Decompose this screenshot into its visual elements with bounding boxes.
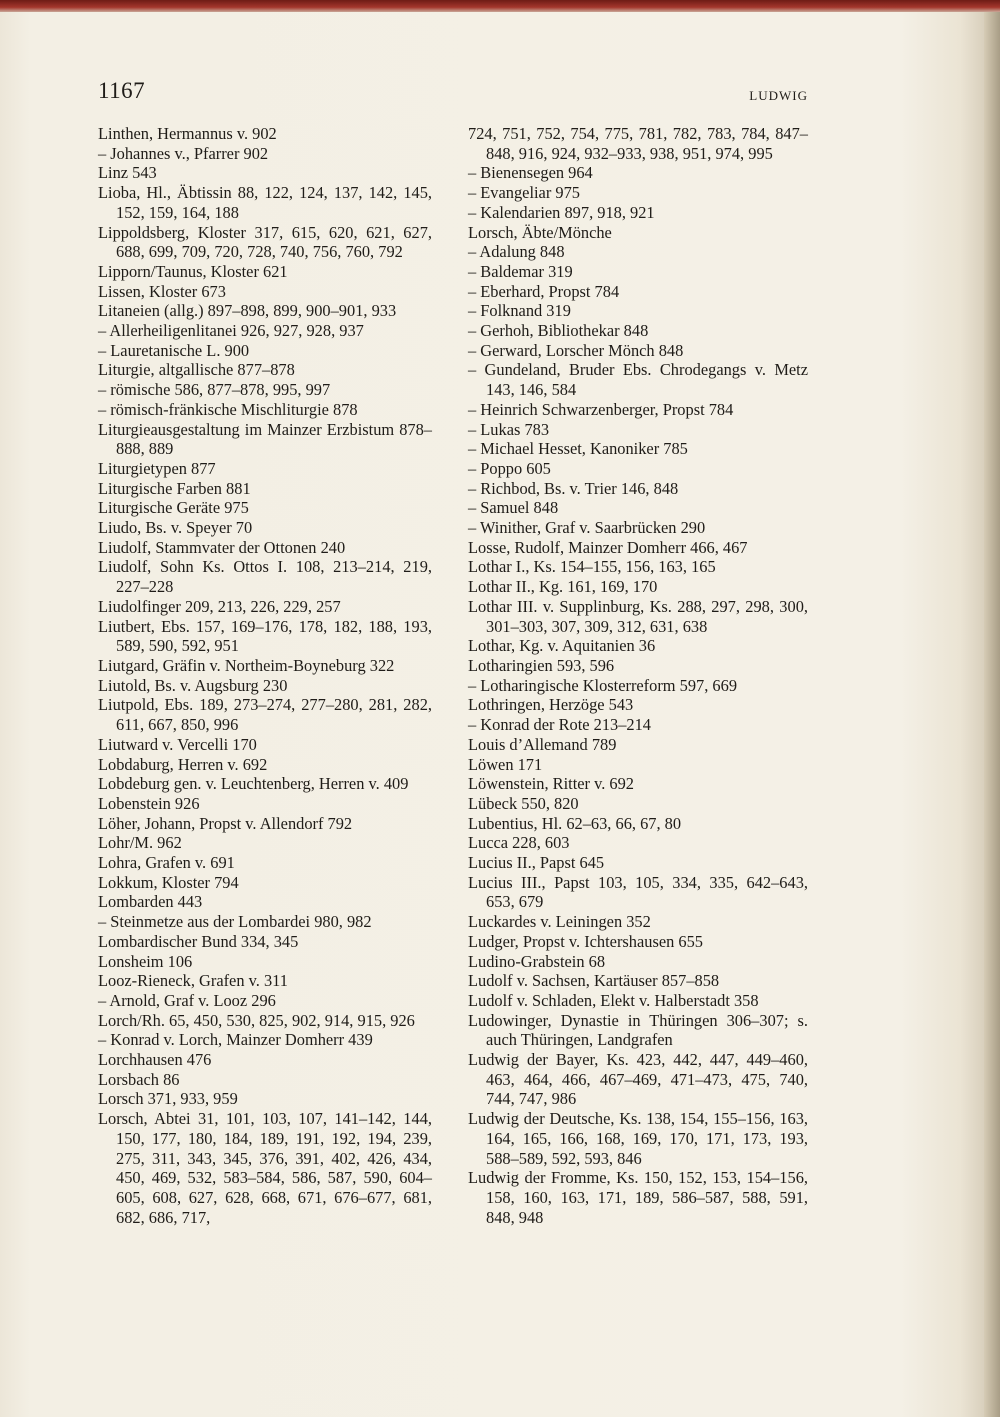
index-entry: Liudolf, Sohn Ks. Ottos I. 108, 213–214, 219, 227–228 [98, 557, 432, 597]
index-entry: Louis d’Allemand 789 [468, 734, 617, 754]
index-entry: Linz 543 [98, 163, 157, 183]
index-entry: Lothar I., Ks. 154–155, 156, 163, 165 [468, 557, 716, 577]
index-column-left [98, 124, 432, 1227]
index-entry: Liutold, Bs. v. Augsburg 230 [98, 675, 288, 695]
index-entry: Liturgieausgestaltung im Mainzer Erzbistum 878–888, 889 [98, 419, 432, 459]
index-entry: – Konrad v. Lorch, Mainzer Domherr 439 [98, 1030, 373, 1050]
index-entry: Lorsch 371, 933, 959 [98, 1089, 238, 1109]
index-entry: – Gundeland, Bruder Ebs. Chrodegangs v. Metz 143, 146, 584 [468, 360, 808, 400]
index-entry: Lorsbach 86 [98, 1069, 180, 1089]
index-entry: Lorsch, Äbte/Mönche [468, 222, 612, 242]
index-entry: Lorchhausen 476 [98, 1050, 212, 1070]
index-entry: Lothar II., Kg. 161, 169, 170 [468, 577, 658, 597]
index-entry: – Samuel 848 [468, 498, 559, 518]
index-entry: Liutpold, Ebs. 189, 273–274, 277–280, 281, 282, 611, 667, 850, 996 [98, 695, 432, 735]
index-column-right [468, 124, 808, 1227]
index-entry: Löwen 171 [468, 754, 543, 774]
page-edge [984, 12, 1000, 1417]
index-entry: 724, 751, 752, 754, 775, 781, 782, 783, 784, 847–848, 916, 924, 932–933, 938, 951, 974, 995 [468, 124, 808, 163]
index-entry: Lombarden 443 [98, 892, 203, 912]
index-entry: Liturgie, altgallische 877–878 [98, 360, 295, 380]
index-entry: Lioba, Hl., Äbtissin 88, 122, 124, 137, 142, 145, 152, 159, 164, 188 [98, 183, 432, 222]
index-entry: – Winither, Graf v. Saarbrücken 290 [468, 518, 706, 538]
index-entry: – Folknand 319 [468, 301, 571, 321]
index-entry: Lippoldsberg, Kloster 317, 615, 620, 621, 627, 688, 699, 709, 720, 728, 740, 756, 760, 792 [98, 222, 432, 262]
index-entry: Ludwig der Fromme, Ks. 150, 152, 153, 154–156, 158, 160, 163, 171, 189, 586–587, 588, 591, 848, 948 [468, 1168, 808, 1227]
index-entry: – römische 586, 877–878, 995, 997 [98, 380, 331, 400]
index-entry: Ludolf v. Schladen, Elekt v. Halberstadt 358 [468, 990, 759, 1010]
index-entry: Litaneien (allg.) 897–898, 899, 900–901, 933 [98, 301, 397, 321]
index-entry: Liudolfinger 209, 213, 226, 229, 257 [98, 596, 341, 616]
index-entry: Liutward v. Vercelli 170 [98, 734, 257, 754]
index-entry: Lucius II., Papst 645 [468, 853, 605, 873]
index-entry: Lobdaburg, Herren v. 692 [98, 754, 268, 774]
index-entry: Lissen, Kloster 673 [98, 281, 226, 301]
index-entry: – Arnold, Graf v. Looz 296 [98, 990, 276, 1010]
index-entry: – Baldemar 319 [468, 261, 573, 281]
index-entry: Lucius III., Papst 103, 105, 334, 335, 642–643, 653, 679 [468, 872, 808, 912]
index-entry: – Lukas 783 [468, 419, 550, 439]
index-entry: Ludwig der Deutsche, Ks. 138, 154, 155–156, 163, 164, 165, 166, 168, 169, 170, 171, 173, 193, 588–589, 592, 593, 846 [468, 1109, 808, 1168]
index-entry: – Johannes v., Pfarrer 902 [98, 143, 269, 163]
index-entry: Liudolf, Stammvater der Ottonen 240 [98, 537, 346, 557]
index-entry: – Lauretanische L. 900 [98, 340, 250, 360]
index-entry: Lohra, Grafen v. 691 [98, 853, 235, 873]
index-entry: Ludino-Grabstein 68 [468, 951, 606, 971]
index-entry: Ludowinger, Dynastie in Thüringen 306–307; s. auch Thüringen, Landgrafen [468, 1010, 808, 1050]
running-head: LUDWIG [749, 88, 808, 103]
index-entry: – Steinmetze aus der Lombardei 980, 982 [98, 912, 372, 932]
index-entry: Luckardes v. Leiningen 352 [468, 912, 651, 932]
index-entry: Lohr/M. 962 [98, 833, 182, 853]
index-entry: Lonsheim 106 [98, 951, 193, 971]
index-entry: Lubentius, Hl. 62–63, 66, 67, 80 [468, 813, 682, 833]
index-entry: Lothar III. v. Supplinburg, Ks. 288, 297, 298, 300, 301–303, 307, 309, 312, 631, 638 [468, 596, 808, 636]
index-entry: Liturgische Geräte 975 [98, 498, 249, 518]
index-entry: Liudo, Bs. v. Speyer 70 [98, 518, 253, 538]
index-entry: – Gerward, Lorscher Mönch 848 [468, 340, 684, 360]
index-entry: – Evangeliar 975 [468, 183, 580, 203]
index-entry: Liturgische Farben 881 [98, 478, 251, 498]
index-entry: – Richbod, Bs. v. Trier 146, 848 [468, 478, 679, 498]
index-entry: Liutgard, Gräfin v. Northeim-Boyneburg 322 [98, 655, 395, 675]
index-entry: Lokkum, Kloster 794 [98, 872, 239, 892]
index-entry: – römisch-fränkische Mischliturgie 878 [98, 399, 358, 419]
index-entry: Lorsch, Abtei 31, 101, 103, 107, 141–142, 144, 150, 177, 180, 184, 189, 191, 192, 194, 239, 275, 311, 343, 345, 376, 391, 402, 426, 434, 450, 469, 532, 583–584, 586, 587, 590, 604–605, 608, 627, 628, 668, 671, 676–677, 681, 682, 686, 717, [98, 1109, 432, 1227]
index-entry: Ludolf v. Sachsen, Kartäuser 857–858 [468, 971, 720, 991]
index-entry: Lotharingien 593, 596 [468, 655, 615, 675]
index-entry: Lobdeburg gen. v. Leuchtenberg, Herren v. 409 [98, 774, 409, 794]
index-entry: Löwenstein, Ritter v. 692 [468, 774, 635, 794]
index-entry: – Heinrich Schwarzenberger, Propst 784 [468, 399, 734, 419]
index-entry: Ludger, Propst v. Ichtershausen 655 [468, 931, 703, 951]
index-entry: Lucca 228, 603 [468, 833, 570, 853]
index-entry: – Allerheiligenlitanei 926, 927, 928, 937 [98, 321, 364, 341]
index-entry: Looz-Rieneck, Grafen v. 311 [98, 971, 288, 991]
index-entry: Lobenstein 926 [98, 793, 200, 813]
index-entry: Lübeck 550, 820 [468, 793, 579, 813]
index-entry: – Eberhard, Propst 784 [468, 281, 620, 301]
index-entry: Lombardischer Bund 334, 345 [98, 931, 299, 951]
index-entry: Lorch/Rh. 65, 450, 530, 825, 902, 914, 915, 926 [98, 1010, 415, 1030]
index-entry: – Poppo 605 [468, 458, 551, 478]
page-number: 1167 [98, 78, 146, 103]
index-entry: – Lotharingische Klosterreform 597, 669 [468, 675, 738, 695]
index-entry: Lothringen, Herzöge 543 [468, 695, 634, 715]
index-entry: Löher, Johann, Propst v. Allendorf 792 [98, 813, 353, 833]
top-edge [0, 0, 1000, 12]
index-entry: Liturgietypen 877 [98, 458, 216, 478]
index-entry: – Kalendarien 897, 918, 921 [468, 202, 655, 222]
index-entry: – Konrad der Rote 213–214 [468, 715, 651, 735]
index-entry: – Gerhoh, Bibliothekar 848 [468, 321, 649, 341]
index-entry: Linthen, Hermannus v. 902 [98, 124, 277, 143]
index-entry: Liutbert, Ebs. 157, 169–176, 178, 182, 188, 193, 589, 590, 592, 951 [98, 616, 432, 656]
index-entry: Ludwig der Bayer, Ks. 423, 442, 447, 449–460, 463, 464, 466, 467–469, 471–473, 475, 740, 744, 747, 986 [468, 1050, 808, 1109]
index-entry: – Michael Hesset, Kanoniker 785 [468, 439, 688, 459]
index-entry: Lothar, Kg. v. Aquitanien 36 [468, 636, 656, 656]
index-entry: Losse, Rudolf, Mainzer Domherr 466, 467 [468, 537, 748, 557]
index-entry: Lipporn/Taunus, Kloster 621 [98, 261, 288, 281]
index-entry: – Bienensegen 964 [468, 163, 593, 183]
index-entry: – Adalung 848 [468, 242, 565, 262]
